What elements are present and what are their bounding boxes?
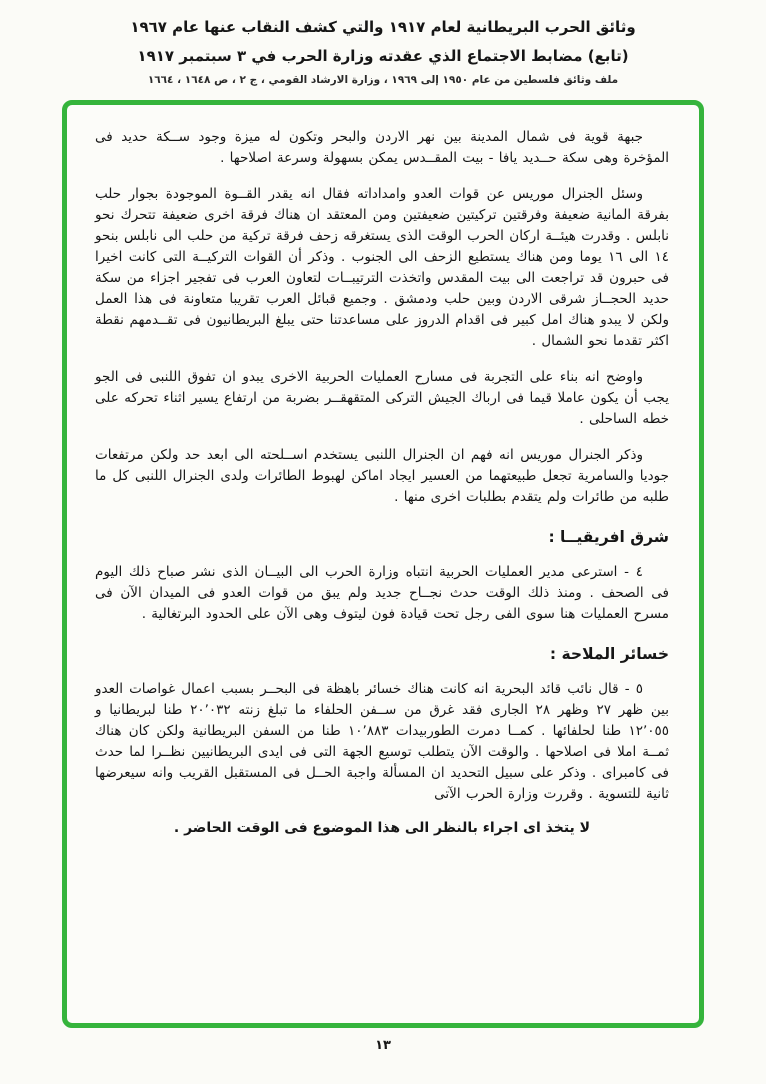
body-paragraph-5: ٤ - استرعى مدير العمليات الحربية انتباه وزارة الحرب الى البيــان الذى نشر صباح ذلك اليوم فى الصحف . ومنذ ذلك الوقت حدث نجــاح جديد ولم يبق من قوات العدو فى الميدان الآن فى مسرح العمليات هنا سوى الفى رجل تحت قيادة فون ليتوف وهى الآن على الحدود البرتغالية . <box>95 564 669 622</box>
document-source-citation: ملف وثائق فلسطين من عام ١٩٥٠ إلى ١٩٦٩ ، وزارة الارشاد القومي ، ج ٢ ، ص ١٦٤٨ ، ١٦٦٤ <box>147 74 619 86</box>
body-paragraph-3: واوضح انه بناء على التجربة فى مسارح العمليات الحربية الاخرى يبدو ان تفوق اللنبى فى الجو يجب أن يكون عاملا قيما فى ارباك الجيش التركى المتقهقــر بضربة من ارتفاع يسير اثناء تحركه على خطه الساحلى . <box>95 369 669 427</box>
highlight-box <box>62 100 704 1028</box>
document-header <box>0 18 766 86</box>
war-office-decision-line: لا يتخذ اى اجراء بالنظر الى هذا الموضوع فى الوقت الحاضر . <box>173 820 591 836</box>
section-heading-shipping-losses: خسائر الملاحة : <box>549 645 669 663</box>
body-paragraph-2: وسئل الجنرال موريس عن قوات العدو وامداداته فقال انه يقدر القــوة الموجودة بجوار حلب بفرقة المانية ضعيفة وفرقتين تركيتين ضعيفتين ومن المعتقد ان هناك فرقة اخرى ضعيفة تتحرك نحو نابلس . وقدرت هيئــة اركان الحرب الوقت الذى يستغرقه زحف فرقة تركية من حلب الى نابلس بنحو ١٤ الى ١٦ يوما ومن هناك يستطيع الزحف الى الجنوب . وذكر أن القوات التركيــة التى كانت اخيرا فى حبرون قد تراجعت الى بيت المقدس واتخذت الترتيبــات لتعاون العرب فى تفجير اجزاء من سكة حديد الحجــاز شرقى الاردن وبين حلب ودمشق . وجميع قبائل العرب تقريبا متعاونة فى هذا العمل ولكن لا يبدو هناك امل كبير فى اقدام الدروز على مساعدتنا حتى يبلغ البريطانيون فى تقــدمهم نقطة اكثر تقدما نحو الشمال . <box>95 186 669 349</box>
body-paragraph-6: ٥ - قال نائب قائد البحرية انه كانت هناك خسائر باهظة فى البحــر بسبب اعمال غواصات العدو بين ظهر ٢٧ وظهر ٢٨ الجارى فقد غرق من ســفن الحلفاء ما تبلغ زنته ٢٠٬٠٣٢ طنا لبريطانيا و ١٢٬٠٥٥ طنا لحلفائها . كمــا دمرت الطوربيدات ١٠٬٨٨٣ طنا من السفن البريطانية ولكن كان هناك ثمــة املا فى اصلاحها . والوقت الآن يتطلب توسيع الجهة التى فى ايدى البريطانيين نظــرا لما حدث فى كامبراى . وذكر على سبيل التحديد ان المسألة واجبة الحــل فى المستقبل القريب وانه سيعرضها ثانية للتسوية . وقررت وزارة الحرب الآتى <box>95 681 669 802</box>
document-title: وثائق الحرب البريطانية لعام ١٩١٧ والتي كشف النقاب عنها عام ١٩٦٧ <box>130 18 636 36</box>
body-paragraph-1: جبهة قوية فى شمال المدينة بين نهر الاردن والبحر وتكون له ميزة وجود ســكة حديد فى المؤخرة وهى سكة حــديد يافا - بيت المقــدس يمكن بسهولة وسرعة اصلاحها . <box>95 129 669 166</box>
body-paragraph-4: وذكر الجنرال موريس انه فهم ان الجنرال اللنبى يستخدم اســلحته الى ابعد حد ولكن مرتفعات جوديا والسامرية تجعل طبيعتهما من العسير ايجاد اماكن لهبوط الطائرات ولدى الجنرال اللنبى كل ما طلبه من طائرات ولم يتقدم بطلبات اخرى منها . <box>95 447 669 505</box>
page-footer <box>0 1038 766 1053</box>
page-number: ١٣ <box>375 1038 391 1053</box>
section-heading-east-africa: شرق افريقيــا : <box>548 528 669 546</box>
document-subtitle: (تابع) مضابط الاجتماع الذي عقدته وزارة الحرب في ٣ سبتمبر ١٩١٧ <box>137 47 629 65</box>
